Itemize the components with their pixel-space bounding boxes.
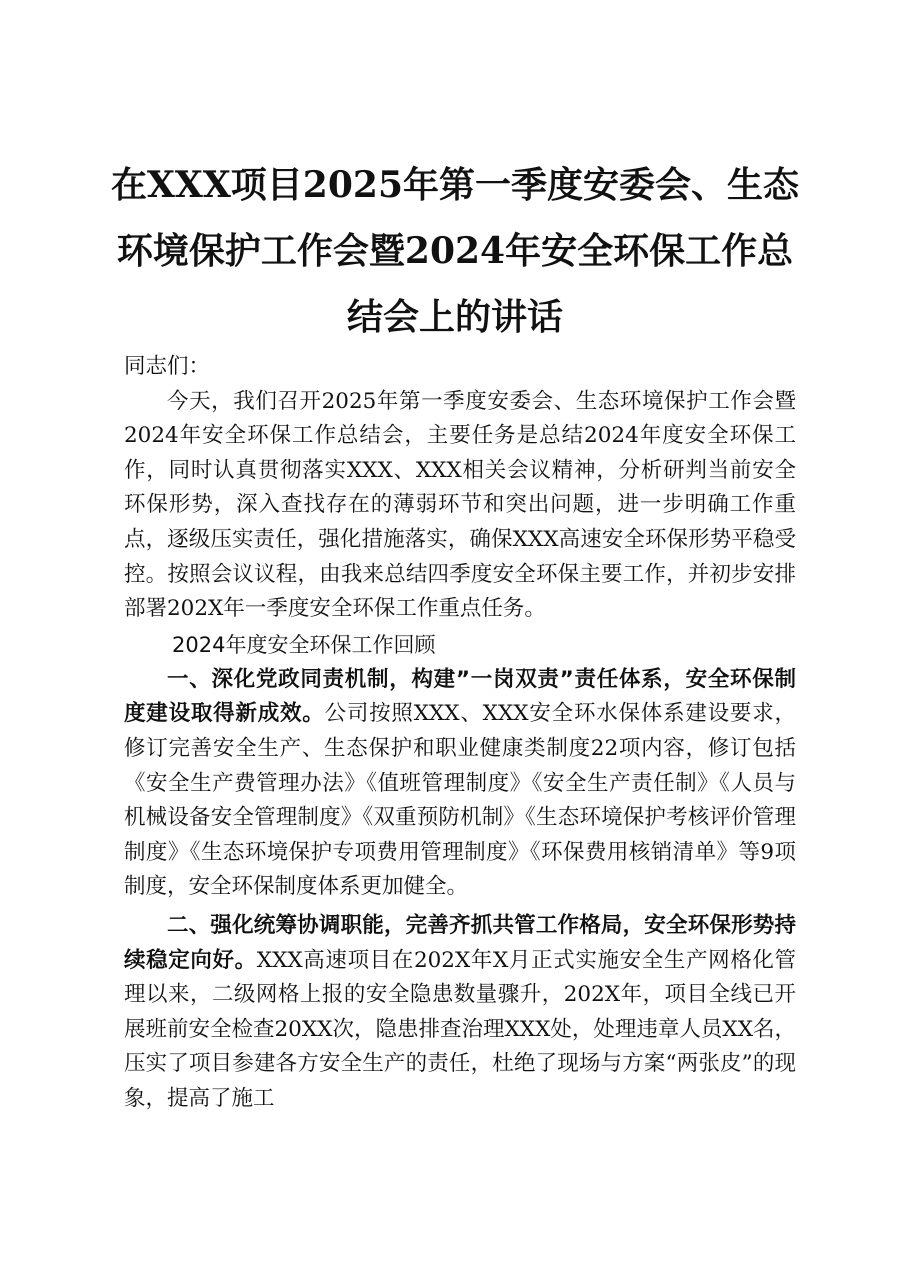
section-heading: 2024年度安全环保工作回顾 <box>172 632 436 657</box>
intro-paragraph: 今天，我们召开2025年第一季度安委会、生态环境保护工作会暨2024年安全环保工作总结会，主要任务是总结2024年度安全环保工作，同时认真贯彻落实XXX、XXX相关会议精神，分析研判当前安全环保形势，深入查找存在的薄弱环节和突出问题，进一步明确工作重点，逐级压实责任，强化措施落实，确保XXX高速安全环保形势平稳受控。按照会议议程，由我来总结四季度安全环保主要工作，并初步安排部署202X年一季度安全环保工作重点任务。 <box>124 388 796 622</box>
section-1-text: 公司按照XXX、XXX安全环水保体系建设要求，修订完善安全生产、生态保护和职业健康类制度22项内容，修订包括《安全生产费管理办法》《值班管理制度》《安全生产责任制》《人员与机械设备安全管理制度》《双重预防机制》《生态环境保护考核评价管理制度》《生态环境保护专项费用管理制度》《环保费用核销清单》等9项制度，安全环保制度体系更加健全。 <box>124 701 796 900</box>
document-body <box>124 350 796 1116</box>
section-2-lead: 二、强化统筹协调职能，完善齐抓共管工作格局，安全环保形势持续稳定向好。 <box>124 912 796 973</box>
section-paragraph-1 <box>124 663 796 905</box>
section-2-text: XXX高速项目在202X年X月正式实施安全生产网格化管理以来，二级网格上报的安全隐患数量骤升，202X年，项目全线已开展班前安全检查20XX次，隐患排查治理XXX处，处理违章人员XX名，压实了项目参建各方安全生产的责任，杜绝了现场与方案“两张皮”的现象，提高了施工 <box>124 947 797 1111</box>
document-title: 在XXX项目2025年第一季度安委会、生态环境保护工作会暨2024年安全环保工作总结会上的讲话 <box>111 164 799 338</box>
section-1-lead: 一、深化党政同责机制，构建”一岗双责”责任体系，安全环保制度建设取得新成效。 <box>124 666 796 727</box>
salutation: 同志们： <box>124 354 211 379</box>
section-paragraph-2 <box>124 909 796 1117</box>
